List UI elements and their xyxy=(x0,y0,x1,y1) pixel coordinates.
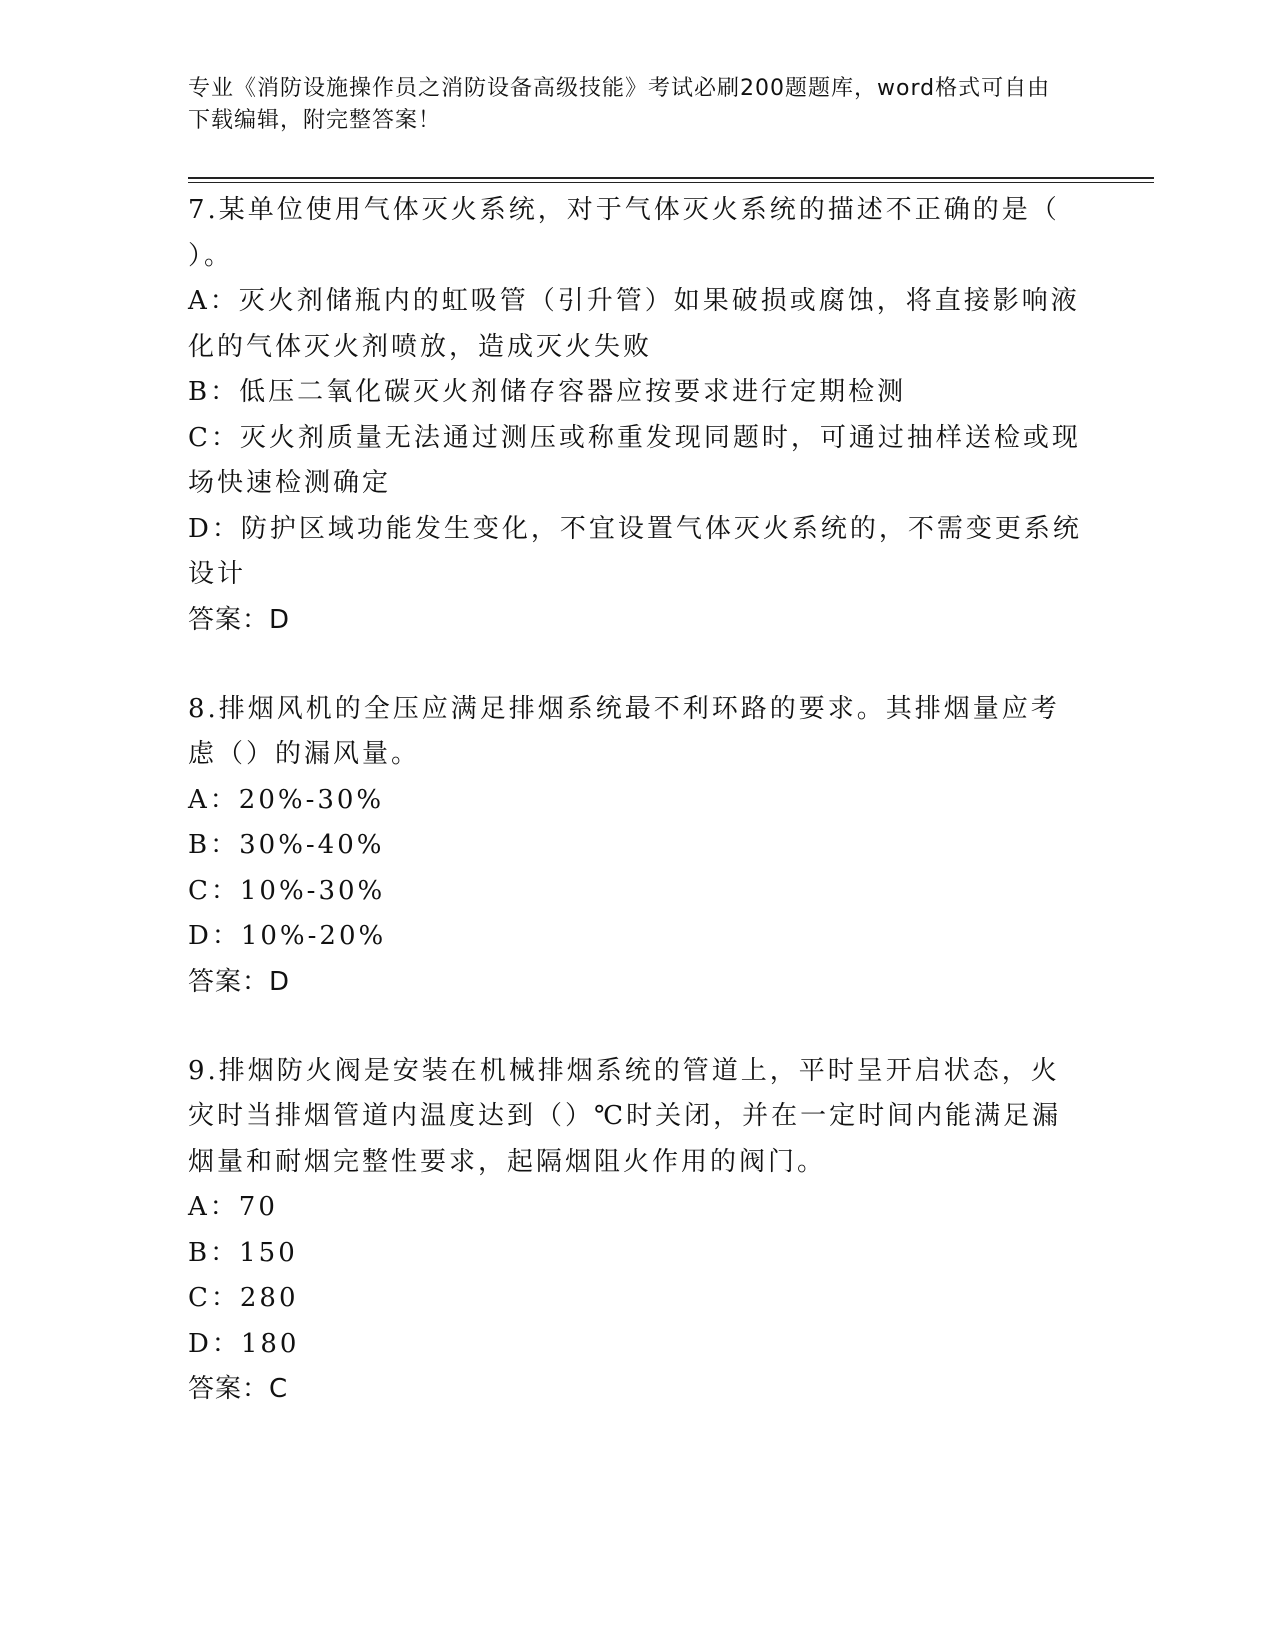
question-stem: 9.排烟防火阀是安装在机械排烟系统的管道上，平时呈开启状态，火灾时当排烟管道内温度达到（）℃时关闭，并在一定时间内能满足漏烟量和耐烟完整性要求，起隔烟阻火作用的阀门。 xyxy=(188,1055,1062,1177)
option-a: A：灭火剂储瓶内的虹吸管（引升管）如果破损或腐蚀，将直接影响液化的气体灭火剂喷放，造成灭火失败 xyxy=(188,286,1080,362)
document-header xyxy=(188,73,1068,137)
question-stem: 8.排烟风机的全压应满足排烟系统最不利环路的要求。其排烟量应考虑（）的漏风量。 xyxy=(188,693,1060,769)
option-b: B：150 xyxy=(188,1237,298,1268)
option-b: B：30%-40% xyxy=(188,830,385,860)
option-c: C：280 xyxy=(188,1283,299,1313)
option-a: A：20%-30% xyxy=(188,784,385,815)
option-a: A：70 xyxy=(188,1192,278,1222)
answer-label: 答案：D xyxy=(188,966,291,997)
option-d: D：防护区域功能发生变化，不宜设置气体灭火系统的，不需变更系统设计 xyxy=(188,513,1082,589)
option-d: D：180 xyxy=(188,1328,300,1359)
question-list xyxy=(188,188,1088,1456)
option-c: C：10%-30% xyxy=(188,875,386,906)
answer-label: 答案：D xyxy=(188,604,291,635)
option-d: D：10%-20% xyxy=(188,921,387,951)
answer-label: 答案：C xyxy=(188,1374,289,1404)
option-b: B：低压二氧化碳灭火剂储存容器应按要求进行定期检测 xyxy=(188,377,907,407)
question-9 xyxy=(188,1049,1088,1413)
option-c: C：灭火剂质量无法通过测压或称重发现同题时，可通过抽样送检或现场快速检测确定 xyxy=(188,422,1081,498)
question-8 xyxy=(188,687,1088,1005)
header-divider-thick xyxy=(188,177,1154,179)
question-stem: 7.某单位使用气体灭火系统，对于气体灭火系统的描述不正确的是（ ）。 xyxy=(188,195,1060,271)
header-intro: 专业《消防设施操作员之消防设备高级技能》考试必刷200题题库，word格式可自由下载编辑，附完整答案！ xyxy=(188,76,1051,133)
question-7 xyxy=(188,188,1088,643)
header-divider-thin xyxy=(188,182,1154,183)
